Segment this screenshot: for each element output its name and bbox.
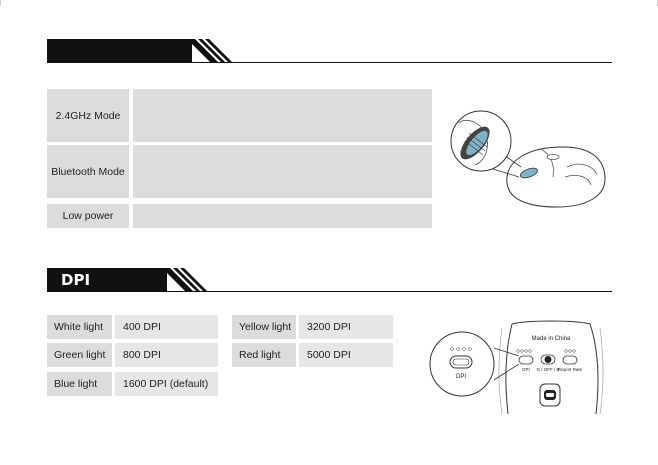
header-stripes-icon (187, 39, 237, 63)
corner-mark-left (0, 0, 1, 6)
mode-label-text: 2.4GHz Mode (55, 109, 121, 122)
dpi-value-white: 400 DPI (115, 315, 218, 339)
zoom-dpi-label: DPI (455, 374, 467, 380)
mouse-bottom-illustration (424, 318, 614, 416)
dpi-value-yellow: 3200 DPI (299, 315, 393, 339)
modes-section-rule (47, 62, 612, 63)
dpi-value-green: 800 DPI (115, 343, 218, 367)
dpi-value-red: 5000 DPI (299, 343, 393, 367)
mode-label-2.4ghz (47, 89, 129, 142)
dpi-color-white: White light (47, 315, 112, 339)
mode-desc-low-power (133, 204, 432, 228)
switch-label: G / OFF / B (536, 367, 560, 372)
mode-label-text: Bluetooth Mode (51, 165, 125, 178)
dpi-color-blue: Blue light (47, 372, 112, 396)
mode-label-low-power (47, 204, 129, 228)
modes-section-header (47, 39, 192, 63)
dpi-value-blue: 1600 DPI (default) (115, 372, 218, 396)
mode-label-bluetooth (47, 145, 129, 198)
dpi-section-title: DPI indicator (61, 271, 137, 313)
dpi-color-yellow: Yellow light (232, 315, 296, 339)
dpi-color-red: Red light (232, 343, 296, 367)
mode-desc-bluetooth (133, 145, 432, 198)
report-rate-label: Report Rate (557, 367, 583, 372)
dpi-color-green: Green light (47, 343, 112, 367)
mode-desc-2.4ghz (133, 89, 432, 142)
dpi-section-header (47, 268, 167, 313)
mode-label-text: Low power (62, 210, 114, 222)
mouse-scroll-wheel-illustration (445, 103, 615, 215)
dpi-header-stripes-icon (162, 268, 212, 292)
small-dpi-label: DPI (522, 367, 530, 372)
dpi-section-rule (47, 291, 612, 292)
made-in-label: Made in China (531, 336, 571, 342)
